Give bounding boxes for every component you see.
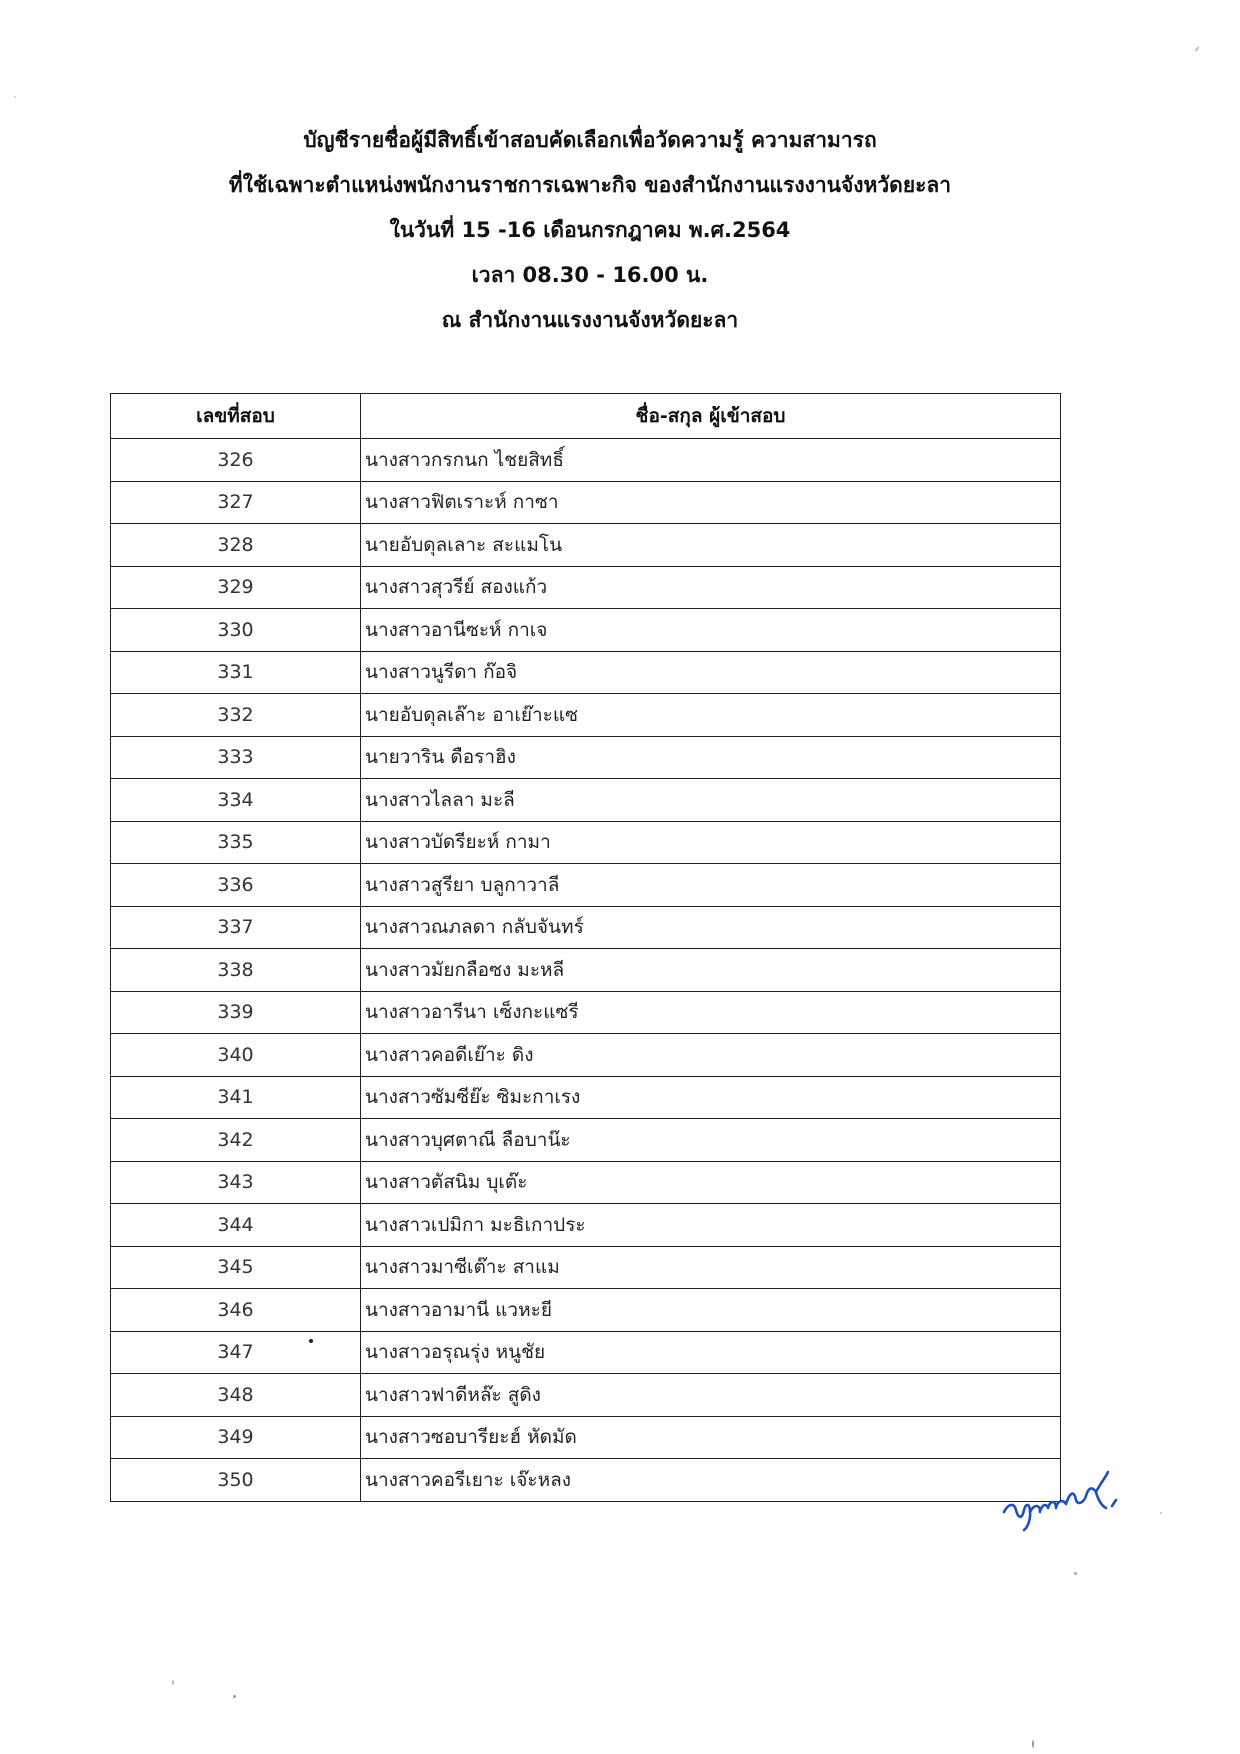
candidate-name-cell: นางสาวฟิตเราะห์ กาซา (361, 481, 1061, 524)
candidate-name-cell: นายอับดุลเล๊าะ อาเย๊าะแซ (361, 694, 1061, 737)
candidate-name-cell: นางสาวสุวรีย์ สองแก้ว (361, 566, 1061, 609)
scan-speck (1074, 1572, 1077, 1575)
header-title-line-2: ที่ใช้เฉพาะตำแหน่งพนักงานราชการเฉพาะกิจ ของสำนักงานแรงงานจังหวัดยะลา (228, 173, 952, 197)
table-row (111, 991, 1061, 1034)
exam-number-cell: 330 (111, 609, 361, 652)
exam-number-cell: 327 (111, 481, 361, 524)
exam-number-cell: 349 (111, 1416, 361, 1459)
exam-number-cell: 338 (111, 949, 361, 992)
table-row (111, 1374, 1061, 1417)
table-row (111, 1119, 1061, 1162)
exam-number-cell: 348 (111, 1374, 361, 1417)
candidate-name-cell: นางสาวตัสนิม บุเต๊ะ (361, 1161, 1061, 1204)
table-row (111, 1034, 1061, 1077)
exam-number-cell: 337 (111, 906, 361, 949)
exam-number-cell: 332 (111, 694, 361, 737)
table-row (111, 1331, 1061, 1374)
handwritten-signature (1000, 1462, 1130, 1532)
scan-speck (172, 1680, 174, 1685)
exam-number-cell: 334 (111, 779, 361, 822)
candidate-name-cell: นางสาวซอบารียะฮ์ หัดมัด (361, 1416, 1061, 1459)
candidate-name-cell: นายวาริน ดือราฮิง (361, 736, 1061, 779)
candidate-name-cell: นางสาวกรกนก ไชยสิทธิ์ (361, 439, 1061, 482)
scan-speck (1194, 46, 1199, 52)
exam-number-cell: 341 (111, 1076, 361, 1119)
table-row (111, 1246, 1061, 1289)
exam-number-cell: 346 (111, 1289, 361, 1332)
table-row (111, 1076, 1061, 1119)
candidate-name-cell: นางสาวอรุณรุ่ง หนูชัย (361, 1331, 1061, 1374)
table-row (111, 609, 1061, 652)
candidate-name-cell: นางสาวอานีซะห์ กาเจ (361, 609, 1061, 652)
exam-number-cell: 335 (111, 821, 361, 864)
table-row (111, 736, 1061, 779)
table-header-row (111, 394, 1061, 439)
exam-number-cell: 340 (111, 1034, 361, 1077)
exam-number-cell: 333 (111, 736, 361, 779)
table-row (111, 906, 1061, 949)
table-row (111, 1459, 1061, 1502)
table-row (111, 694, 1061, 737)
exam-number-cell: 336 (111, 864, 361, 907)
table-row (111, 439, 1061, 482)
stray-ink-dot (309, 1339, 313, 1343)
header-title-line-1: บัญชีรายชื่อผู้มีสิทธิ์เข้าสอบคัดเลือกเพื่อวัดความรู้ ความสามารถ (303, 128, 877, 152)
table-row (111, 864, 1061, 907)
table-row (111, 1289, 1061, 1332)
scan-speck (1160, 1512, 1162, 1514)
candidate-name-cell: นายอับดุลเลาะ สะแมโน (361, 524, 1061, 567)
table-row (111, 524, 1061, 567)
header-exam-time: เวลา 08.30 - 16.00 น. (471, 263, 709, 287)
candidate-name-cell: นางสาวเปมิกา มะธิเกาประ (361, 1204, 1061, 1247)
table-row (111, 949, 1061, 992)
exam-number-cell: 347 (111, 1331, 361, 1374)
exam-number-cell: 329 (111, 566, 361, 609)
exam-number-cell: 328 (111, 524, 361, 567)
candidate-name-cell: นางสาวซัมซีย๊ะ ซิมะกาเรง (361, 1076, 1061, 1119)
exam-number-cell: 343 (111, 1161, 361, 1204)
column-header-exam-number: เลขที่สอบ (111, 394, 361, 439)
candidate-name-cell: นางสาวอารีนา เซ็งกะแซรี (361, 991, 1061, 1034)
column-header-candidate-name: ชื่อ-สกุล ผู้เข้าสอบ (361, 394, 1061, 439)
candidate-name-cell: นางสาวมัยกลือซง มะหลี (361, 949, 1061, 992)
exam-number-cell: 331 (111, 651, 361, 694)
candidate-name-cell: นางสาวบุศตาณี ลือบาน๊ะ (361, 1119, 1061, 1162)
scan-speck (1032, 1740, 1034, 1748)
document-header (0, 118, 1180, 343)
exam-number-cell: 345 (111, 1246, 361, 1289)
table-row (111, 481, 1061, 524)
candidate-name-cell: นางสาวไลลา มะลี (361, 779, 1061, 822)
candidate-name-cell: นางสาวณภลดา กลับจันทร์ (361, 906, 1061, 949)
exam-number-cell: 350 (111, 1459, 361, 1502)
exam-number-cell: 339 (111, 991, 361, 1034)
header-exam-location: ณ สำนักงานแรงงานจังหวัดยะลา (441, 308, 739, 332)
exam-number-cell: 344 (111, 1204, 361, 1247)
candidate-name-cell: นางสาวมาซีเต๊าะ สาแม (361, 1246, 1061, 1289)
candidate-table (110, 393, 1061, 1502)
candidate-name-cell: นางสาวคอรีเยาะ เจ๊ะหลง (361, 1459, 1061, 1502)
table-row (111, 651, 1061, 694)
candidate-name-cell: นางสาวคอดีเย๊าะ ดิง (361, 1034, 1061, 1077)
exam-number-cell: 326 (111, 439, 361, 482)
scan-speck (233, 1695, 236, 1698)
candidate-name-cell: นางสาวบัดรียะห์ กามา (361, 821, 1061, 864)
table-row (111, 779, 1061, 822)
table-row (111, 1161, 1061, 1204)
header-exam-date: ในวันที่ 15 -16 เดือนกรกฎาคม พ.ศ.2564 (389, 218, 791, 242)
table-row (111, 821, 1061, 864)
candidate-name-cell: นางสาวฟาดีหล๊ะ สูดิง (361, 1374, 1061, 1417)
table-row (111, 1204, 1061, 1247)
candidate-name-cell: นางสาวสูรียา บลูกาวาลี (361, 864, 1061, 907)
scan-speck (14, 96, 16, 98)
exam-number-cell: 342 (111, 1119, 361, 1162)
candidate-name-cell: นางสาวอามานี แวหะยี (361, 1289, 1061, 1332)
candidate-name-cell: นางสาวนูรีดา ก๊อจิ (361, 651, 1061, 694)
table-row (111, 566, 1061, 609)
table-row (111, 1416, 1061, 1459)
